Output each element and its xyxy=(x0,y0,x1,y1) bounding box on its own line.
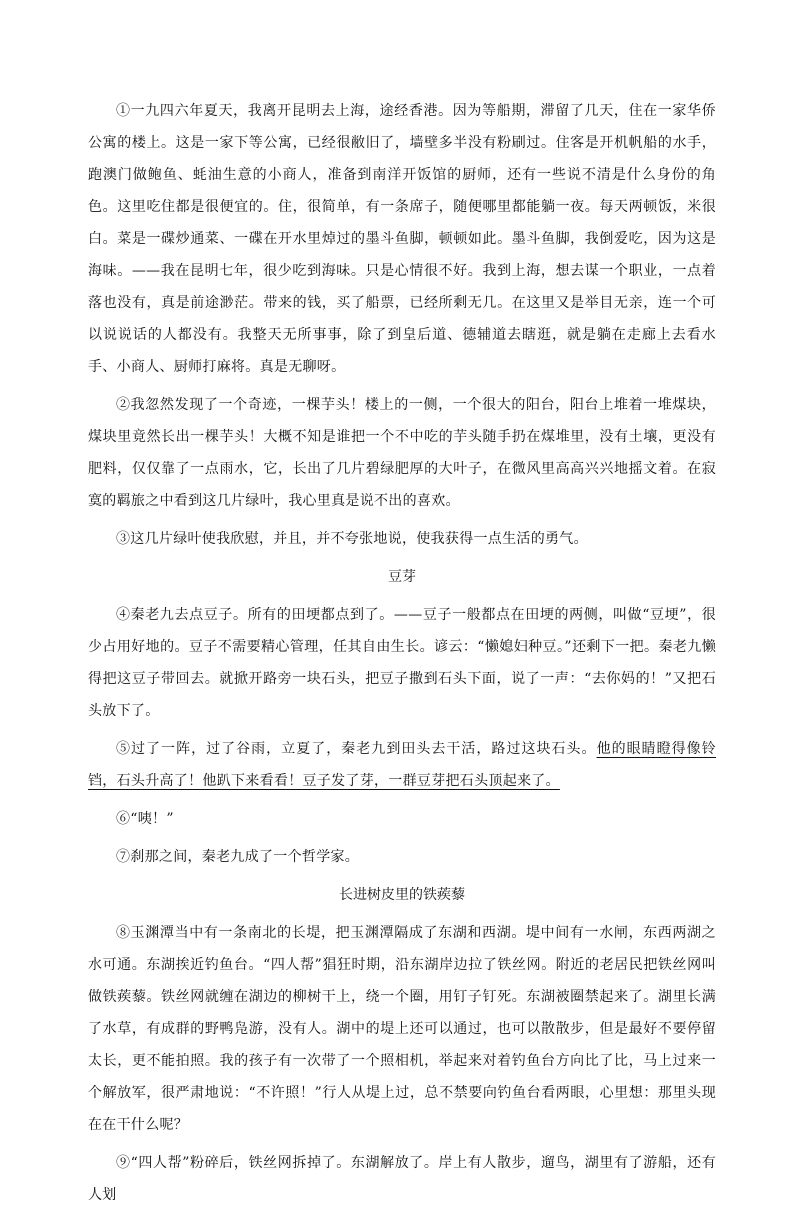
paragraph-3: ③这几片绿叶使我欣慰，并且，并不夸张地说，使我获得一点生活的勇气。 xyxy=(116,531,588,547)
paragraph-6: ⑥“咦！” xyxy=(116,811,174,827)
paragraph-2: ②我忽然发现了一个奇迹，一棵芋头！楼上的一侧，一个很大的阳台，阳台上堆着一堆煤块，煤块里竟然长出一棵芋头！大概不知是谁把一个不中吃的芋头随手扔在煤堆里，没有土壤，更没有肥料，仅仅靠了一点雨水，它，长出了几片碧绿肥厚的大叶子，在微风里高高兴兴地摇文着。在寂寞的羁旅之中看到这几片绿叶，我心里真是说不出的喜欢。 xyxy=(88,397,716,509)
paragraph-1: ①一九四六年夏天，我离开昆明去上海，途经香港。因为等船期，滞留了几天，住在一家华侨公寓的楼上。这是一家下等公寓，已经很敝旧了，墙壁多半没有粉刷过。住客是开机帆船的水手，跑澳门做鲍鱼、蚝油生意的小商人，准备到南洋开饭馆的厨师，还有一些说不清是什么身份的角色。这里吃住都是很便宜的。住，很简单，有一条席子，随便哪里都能躺一夜。每天两顿饭，米很白。菜是一碟炒通菜、一碟在开水里焯过的墨斗鱼脚，顿顿如此。墨斗鱼脚，我倒爱吃，因为这是海味。——我在昆明七年，很少吃到海味。只是心情很不好。我到上海，想去谋一个职业，一点着落也没有，真是前途渺茫。带来的钱，买了船票，已经所剩无几。在这里又是举目无亲，连一个可以说说话的人都没有。我整天无所事事，除了到皇后道、德辅道去瞎逛，就是躺在走廊上去看水手、小商人、厨师打麻将。真是无聊呀。 xyxy=(88,103,716,375)
article-body xyxy=(88,95,716,1217)
paragraph-5-underlined-sentence: 他的眼睛瞪得像铃铛，石头升高了！他趴下来看看！豆子发了芽，一群豆芽把石头顶起来了。 xyxy=(88,741,716,789)
paragraph-4: ④秦老九去点豆子。所有的田埂都点到了。——豆子一般都点在田埂的两侧，叫做“豆埂”，很少占用好地的。豆子不需要精心管理，任其自由生长。谚云：“懒媳妇种豆。”还剩下一把。秦老九懒得把这豆子带回去。就掀开路旁一块石头，把豆子撒到石头下面，说了一声：“去你妈的！”又把石头放下了。 xyxy=(88,607,716,719)
section-title-douya: 豆芽 xyxy=(388,569,416,585)
paragraph-8: ⑧玉渊潭当中有一条南北的长堤，把玉渊潭隔成了东湖和西湖。堤中间有一水闸，东西两湖之水可通。东湖挨近钓鱼台。“四人帮”猖狂时期，沿东湖岸边拉了铁丝网。附近的老居民把铁丝网叫做铁蒺藜。铁丝网就缠在湖边的柳树干上，绕一个圈，用钉子钉死。东湖被圈禁起来了。湖里长满了水草，有成群的野鸭凫游，没有人。湖中的堤上还可以通过，也可以散散步，但是最好不要停留太长，更不能拍照。我的孩子有一次带了一个照相机，举起来对着钓鱼台方向比了比，马上过来一个解放军，很严肃地说：“不许照！”行人从堤上过，总不禁要向钓鱼台看两眼，心里想：那里头现在在干什么呢？ xyxy=(88,925,716,1133)
paragraph-9: ⑨“四人帮”粉碎后，铁丝网拆掉了。东湖解放了。岸上有人散步，遛鸟，湖里有了游船，还有人划 xyxy=(88,1155,716,1203)
paragraph-7: ⑦刹那之间，秦老九成了一个哲学家。 xyxy=(116,849,360,865)
paragraph-5-text: ⑤过了一阵，过了谷雨，立夏了，秦老九到田头去干活，路过这块石头。 xyxy=(116,741,597,757)
section-title-tiejili: 长进树皮里的铁蒺藜 xyxy=(339,887,465,903)
paragraph-5 xyxy=(88,733,716,797)
